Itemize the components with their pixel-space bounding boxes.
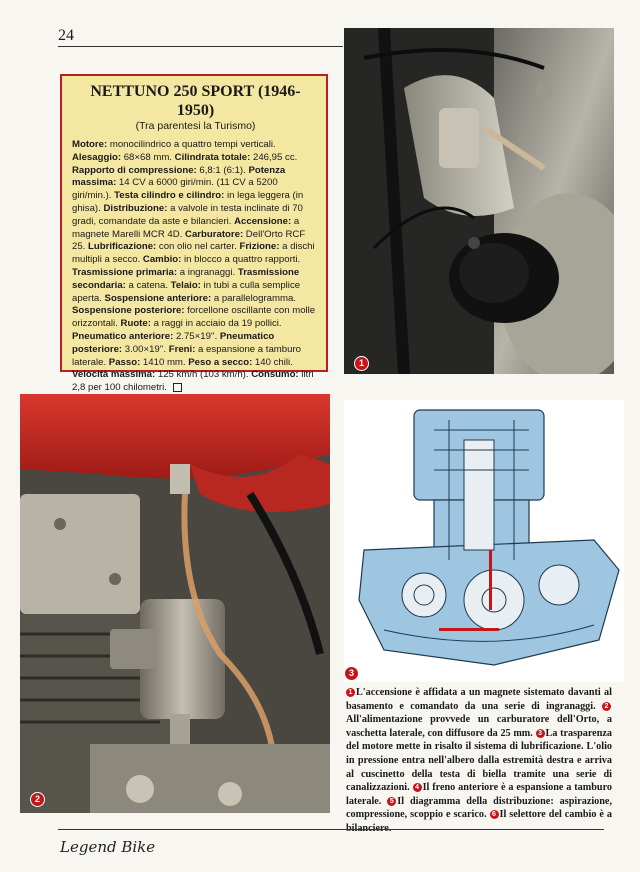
spec-value: 246,95 cc. [250, 151, 298, 163]
spec-label: Sospensione posteriore: [72, 305, 185, 317]
header-rule [58, 46, 343, 47]
spec-label: Potenza massima: [72, 164, 286, 189]
spec-label: Accensione: [234, 215, 292, 227]
spec-value: a parallelogramma. [211, 292, 296, 304]
spec-label: Testa cilindro e cilindro: [114, 190, 225, 202]
spec-value: a ingranaggi. [177, 266, 238, 278]
caption-number-badge: 1 [346, 688, 355, 697]
caption-number-badge: 6 [490, 810, 499, 819]
cutaway-illustration [344, 400, 624, 682]
spec-value: Dell'Orto RCF 25. [72, 228, 306, 253]
spec-label: Freni: [168, 343, 196, 355]
spec-label: Trasmissione secondaria: [72, 266, 300, 291]
spec-title: NETTUNO 250 SPORT (1946-1950) [90, 83, 301, 119]
spec-label: Consumo: [251, 369, 299, 381]
spec-value: in lega leggera (in ghisa). [72, 190, 304, 214]
caption-number-badge: 4 [413, 783, 422, 792]
photo-2-badge: 2 [30, 792, 45, 807]
spec-label: Passo: [108, 356, 141, 368]
spec-value: 14 CV a 6000 giri/min. (11 CV a 5200 giri/min.). [72, 177, 278, 202]
photo-carburetor [20, 394, 330, 813]
caption-number-badge: 3 [536, 729, 545, 738]
spec-value: 6,8:1 (6:1). [196, 164, 249, 176]
engine-cutaway-diagram [344, 400, 624, 682]
spec-label: Lubrificazione: [88, 241, 157, 253]
spec-label: Alesaggio: [72, 151, 122, 163]
spec-label: Pneumatico anteriore: [72, 330, 174, 342]
spec-label: Cambio: [142, 254, 182, 266]
spec-label: Peso a secco: [188, 356, 253, 368]
spec-value: 68×68 mm. [121, 151, 175, 163]
caption-text: Il freno anteriore è a espansione a tamburo laterale. [346, 782, 613, 807]
spec-value: in blocco a quattro rapporti. [181, 254, 301, 266]
spec-label: Motore: [72, 139, 108, 150]
spec-value: forcellone oscillante con molle orizzontali. [72, 305, 316, 330]
spec-value: 2.75×19''. [173, 330, 220, 342]
spec-subtitle: (Tra parentesi la Turismo) [135, 120, 256, 132]
caption-text: La trasparenza del motore mette in risalto il sistema di lubrificazione. L'olio in pressione entra nell'albero dalla estremità destra e arriva al cuscinetto della testa di biella tramite una serie di canalizzazioni. [346, 727, 612, 794]
spec-value: a catena. [125, 279, 171, 291]
spec-label: Cilindrata totale: [174, 151, 251, 163]
caption-text: L'accensione è affidata a un magnete sistemato davanti al basamento e comandato da una serie di ingranaggi. [346, 687, 612, 712]
caption-text: Il diagramma della distribuzione: aspirazione, compressione, scoppio e scarico. [346, 795, 612, 821]
spec-value: a espansione a tamburo laterale. [72, 343, 301, 368]
footer-rule [58, 829, 604, 830]
photo-1-badge: 1 [354, 356, 369, 371]
spec-value: monocilindrico a quattro tempi verticali. [107, 139, 276, 150]
spec-value: a raggi in acciaio da 19 pollici. [150, 318, 282, 330]
spec-value: 125 km/h (103 km/h). [155, 369, 252, 381]
spec-value: litri 2,8 per 100 chilometri. [72, 369, 314, 394]
spec-label: Pneumatico posteriore: [72, 330, 275, 355]
spec-value: 140 chili. [252, 356, 293, 368]
end-mark-icon [173, 383, 182, 392]
spec-label: Rapporto di compressione: [72, 164, 197, 176]
spec-label: Distribuzione: [103, 202, 168, 214]
photo-captions [346, 686, 612, 836]
spec-label: Sospensione anteriore: [104, 292, 212, 304]
magazine-footer: Legend Bike [60, 838, 156, 856]
spec-value: 1410 mm. [140, 356, 189, 368]
spec-value: con olio nel carter. [156, 241, 240, 253]
spec-label: Trasmissione primaria: [72, 266, 178, 278]
spec-box [60, 74, 328, 394]
caption-text: Il selettore del cambio è a bilanciere. [346, 809, 612, 834]
spec-value: in tubi a culla semplice aperta. [72, 279, 301, 304]
spec-body [72, 139, 319, 395]
spec-value: a dischi multipli a secco. [72, 241, 315, 266]
spec-label: Ruote: [120, 318, 151, 330]
spec-value: a magnete Marelli MCR 4D. [72, 215, 300, 240]
spec-value: a valvole in testa inclinate di 70 gradi, comandate da aste e bilancieri. [72, 202, 303, 227]
page-number: 24 [58, 27, 74, 44]
photo-3-badge: 3 [344, 666, 359, 681]
spec-label: Carburatore: [185, 228, 244, 240]
spec-value: 3.00×19''. [122, 343, 169, 355]
spec-label: Velocità massima: [72, 369, 156, 381]
spec-label: Telaio: [170, 279, 201, 291]
caption-number-badge: 2 [602, 702, 611, 711]
spec-label: Frizione: [239, 241, 280, 253]
caption-text: All'alimentazione provvede un carburatore dell'Orto, a vaschetta laterale, con diffusore da 25 mm. [346, 714, 612, 739]
photo-magneto [344, 28, 614, 374]
magneto-photo-image [344, 28, 614, 374]
caption-number-badge: 5 [387, 797, 396, 806]
carburetor-photo-image [20, 394, 330, 813]
